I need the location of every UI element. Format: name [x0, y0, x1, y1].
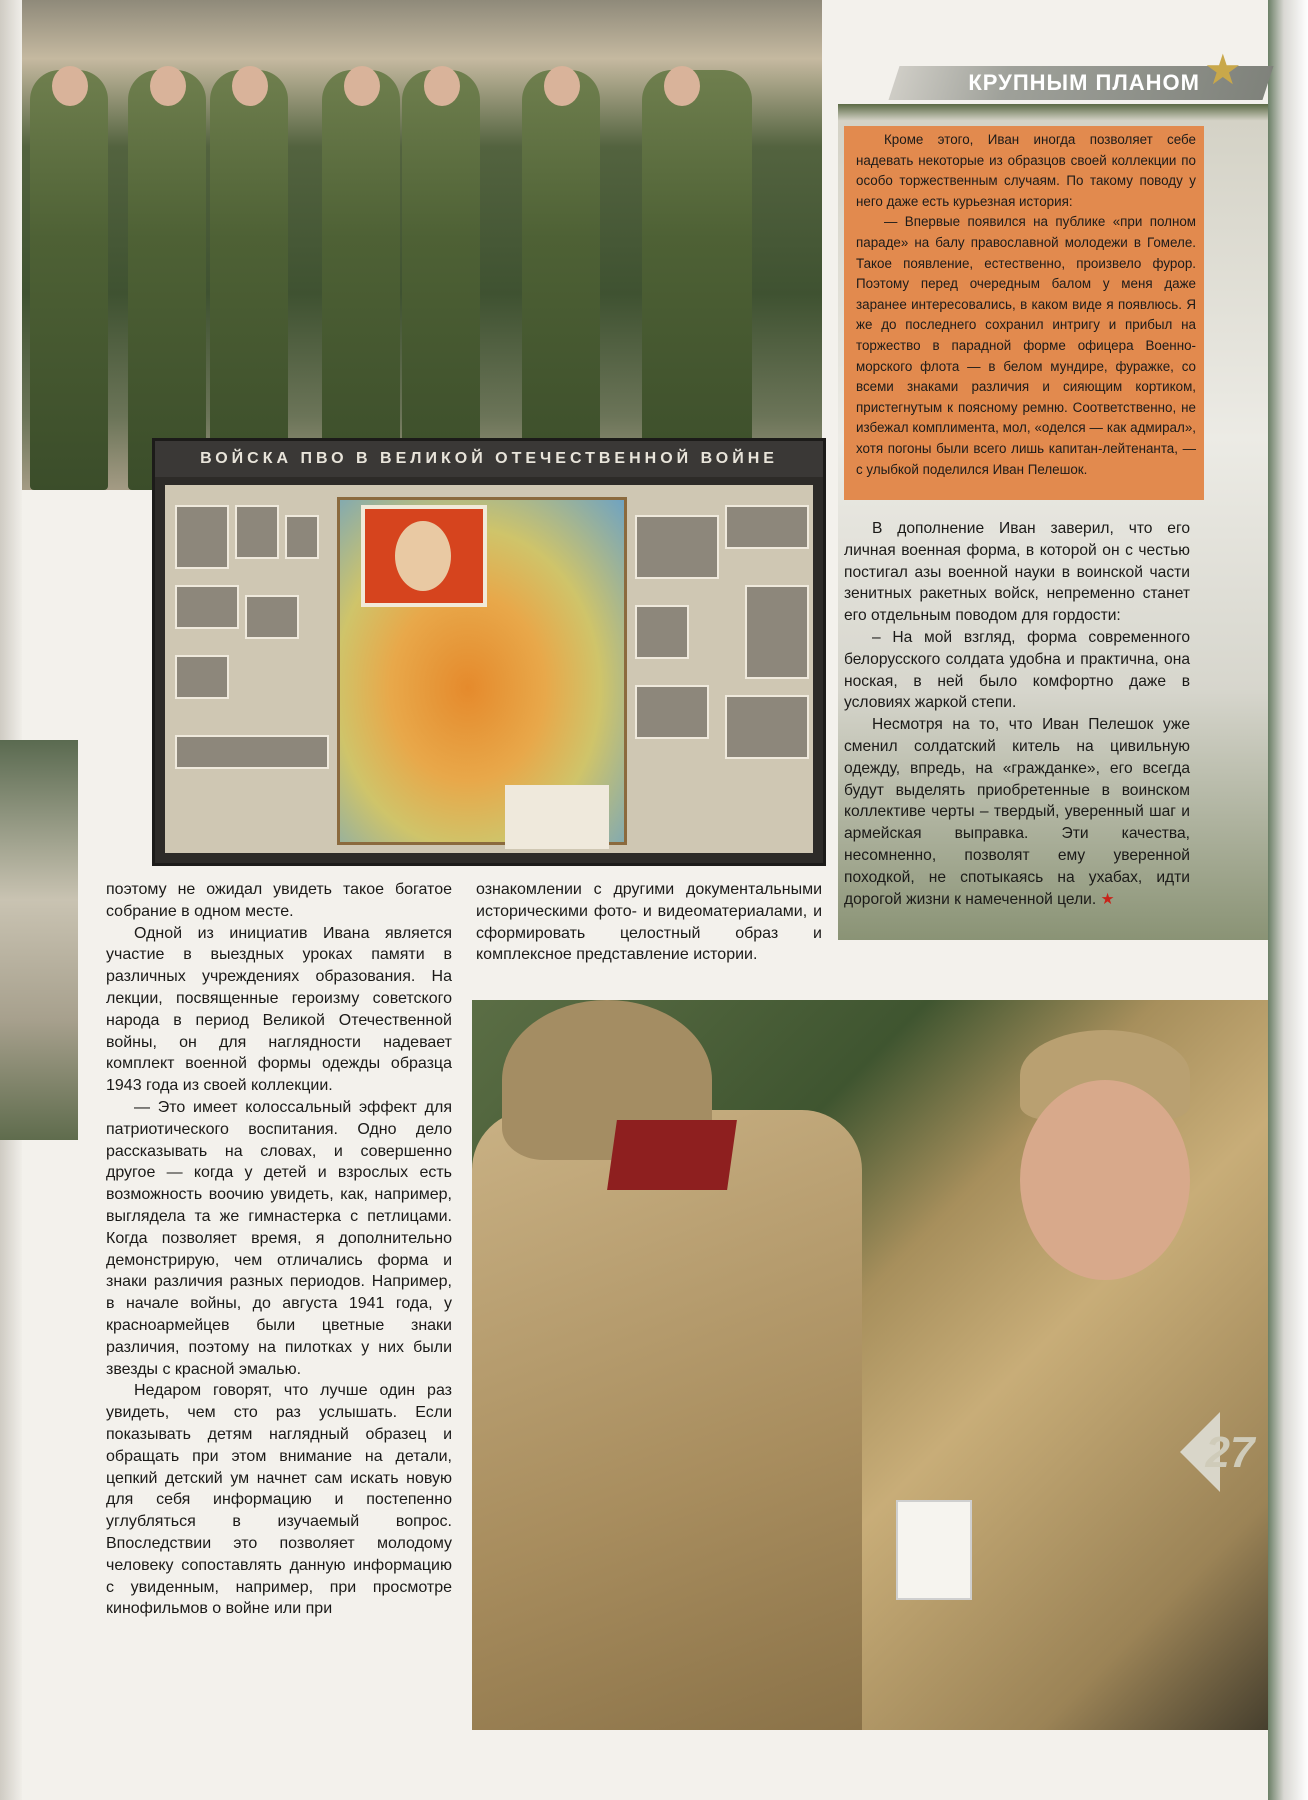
page-right-edge [1268, 0, 1308, 1800]
exhibit-photo-card [175, 585, 239, 629]
exhibit-photo-card [285, 515, 319, 559]
exhibit-banner-title: ВОЙСКА ПВО В ВЕЛИКОЙ ОТЕЧЕСТВЕННОЙ ВОЙНЕ [155, 441, 823, 477]
soldier-figure [128, 70, 206, 490]
sidebar-paragraph: Кроме этого, Иван иногда позволяет себе надевать некоторые из образцов своей коллекции по особо торжественным случаям. По такому поводу у него даже есть курьезная история: [856, 132, 1196, 209]
historic-tunic [472, 1110, 862, 1730]
exhibit-photo-card [635, 605, 689, 659]
body-paragraph-text: Несмотря на то, что Иван Пелешок уже сменил солдатский китель на цивильную одежду, впредь, на «гражданке», его всегда будут выделять приобретенные в воинском коллективе черты – твердый, уверенный шаг и армейская выправка. Эти качества, несомненно, позволят ему уверенной походкой, не спотыкаясь на ухабах, идти дорогой жизни к намеченной цели. [844, 716, 1190, 908]
body-paragraph: ознакомлении с другими документальными историческими фото- и видеоматериалами, и сформировать целостный образ и комплексное представление истории. [476, 881, 822, 964]
exhibit-photo-card [175, 505, 229, 569]
sidebar-text [856, 130, 1196, 480]
body-paragraph: — Это имеет колоссальный эффект для патриотического воспитания. Одно дело рассказывать на словах, и совершенно другое — когда у детей и взрослых есть возможность воочию увидеть, как, например, выглядела та же гимнастерка с петлицами. Когда позволяет время, я дополнительно демонстрирую, чем отличались форма и знаки различия разных периодов. Например, в начале войны, до августа 1941 года, у красноармейцев были цветные знаки различия, поэтому на пилотках у них были звезды с красной эмалью. [106, 1098, 452, 1378]
reenactor-face [1020, 1080, 1190, 1280]
exhibit-photo-card [635, 685, 709, 739]
soldier-figure [322, 70, 400, 490]
red-collar-tab [607, 1120, 737, 1190]
exhibit-photo-card [745, 585, 809, 679]
exhibit-caption-card [505, 785, 609, 849]
page-number: 27 [1205, 1428, 1255, 1477]
star-icon: ★ [1204, 46, 1242, 93]
soldier-figure [522, 70, 600, 490]
body-paragraph: поэтому не ожидал увидеть такое богатое собрание в одном месте. [106, 881, 452, 920]
exhibit-board [165, 485, 813, 853]
soldier-figure [642, 70, 752, 490]
body-paragraph: Одной из инициатив Ивана является участие в выездных уроках памяти в различных учреждениях образования. На лекции, посвященные героизму советского народа в период Великой Отечественной войны, он для наглядности надевает комплект военной формы одежды образца 1943 года из своей коллекции. [106, 924, 452, 1095]
middle-column-text [476, 879, 822, 966]
exhibit-photo-card [175, 735, 329, 769]
exhibit-photo-card [725, 505, 809, 549]
exhibit-photo-card [175, 655, 229, 699]
exhibit-photo-card [235, 505, 279, 559]
museum-exhibit-photo [152, 438, 826, 866]
soldier-figure [30, 70, 108, 490]
body-paragraph [844, 714, 1190, 910]
uniform-and-reenactor-photo [472, 1000, 1268, 1730]
adjacent-page-photo-edge [0, 740, 78, 1140]
exhibit-portrait [361, 505, 487, 607]
exhibit-photo-card [245, 595, 299, 639]
left-column-text [106, 879, 452, 1620]
exhibit-photo-card [635, 515, 719, 579]
body-paragraph: – На мой взгляд, форма современного белорусского солдата удобна и практична, она ноская, в ней было комфортно даже в условиях жаркой степи. [844, 628, 1190, 712]
body-paragraph: В дополнение Иван заверил, что его личная военная форма, в которой он с честью постигал азы военной науки в воинской части зенитных ракетных войск, непременно станет его отдельным поводом для гордости: [844, 520, 1190, 625]
right-column-text [844, 518, 1190, 910]
soldiers-group-photo [22, 0, 822, 490]
id-badge [896, 1500, 972, 1600]
sidebar-paragraph: — Впервые появился на публике «при полном параде» на балу православной молодежи в Гомеле. Такое появление, естественно, произвело фурор. Поэтому перед очередным балом у меня даже заранее интересовались, в каком виде я появлюсь. Я же до последнего сохранил интригу и прибыл на торжество в парадной форме офицера Военно-морского флота — в белом мундире, фуражке, со всеми знаками различия и сияющим кортиком, пристегнутым к поясному ремню. Соответственно, не избежал комплимента, мол, «оделся — как адмирал», хотя погоны были всего лишь капитан-лейтенанта, — с улыбкой поделился Иван Пелешок. [856, 214, 1196, 477]
exhibit-photo-card [725, 695, 809, 759]
soldier-figure [210, 70, 288, 490]
section-header-title: КРУПНЫМ ПЛАНОМ [968, 70, 1200, 95]
soldier-figure [402, 70, 480, 490]
body-paragraph: Недаром говорят, что лучше один раз увидеть, чем сто раз услышать. Если показывать детям наглядный образец и обращать при этом внимание на детали, цепкий детский ум начнет сам искать новую для себя информацию и постепенно углубляться в изучаемый вопрос. Впоследствии это позволяет молодому человеку сопоставлять данную информацию с увиденным, например, при просмотре кинофильмов о войне или при [106, 1382, 452, 1618]
end-star-icon: ★ [1100, 890, 1115, 908]
